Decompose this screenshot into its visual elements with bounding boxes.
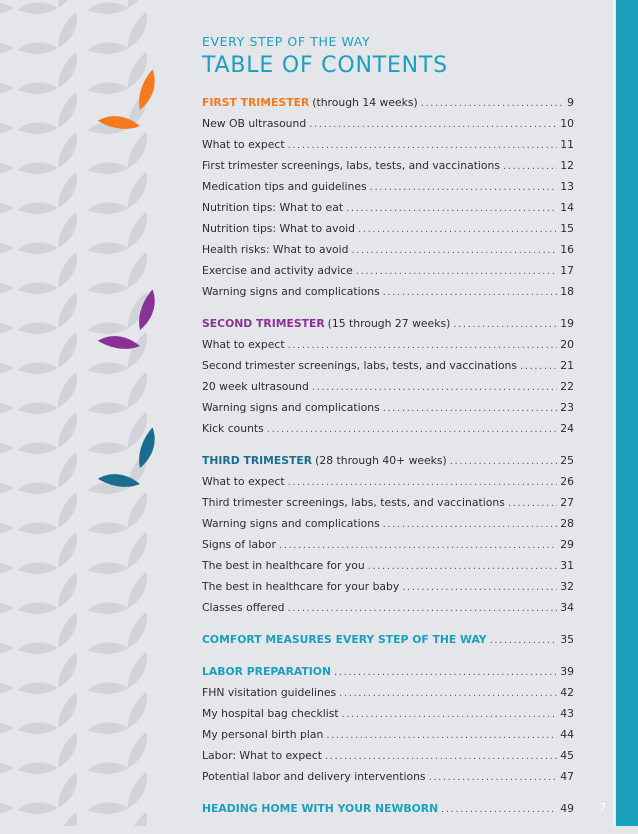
toc-entry-page-number: 20 [560, 338, 574, 351]
gray-leaf-icon [47, 12, 87, 48]
gray-leaf-icon [88, 671, 128, 707]
page-kicker: EVERY STEP OF THE WAY [202, 34, 371, 49]
section-page-number: 49 [560, 802, 574, 815]
leaf-vine-decoration [0, 0, 185, 826]
toc-entry[interactable] [202, 749, 574, 770]
toc-entry-page-number: 21 [560, 359, 574, 372]
gray-leaf-icon [0, 231, 14, 267]
gray-leaf-icon [88, 551, 128, 587]
gray-leaf-icon [117, 612, 157, 648]
section-page-number: 39 [560, 665, 574, 678]
gray-leaf-icon [0, 391, 14, 427]
toc-entry-page-number: 12 [560, 159, 574, 172]
gray-leaf-icon [18, 751, 58, 787]
toc-entry-page-number: 14 [560, 201, 574, 214]
gray-leaf-icon [47, 92, 87, 128]
dot-leader [288, 140, 558, 151]
gray-leaf-icon [117, 652, 157, 688]
toc-entry-label: Exercise and activity advice [202, 264, 353, 277]
section-page-number: 19 [560, 317, 574, 330]
gray-leaf-icon [47, 732, 87, 768]
dot-leader [370, 182, 558, 193]
toc-entry[interactable] [202, 770, 574, 791]
toc-entry-label: My personal birth plan [202, 728, 324, 741]
section-page-number: 25 [560, 454, 574, 467]
toc-entry-label: Second trimester screenings, labs, tests, and vaccinations [202, 359, 518, 372]
toc-section [202, 454, 574, 622]
toc-entry-label: Warning signs and complications [202, 285, 380, 298]
dot-leader [453, 319, 557, 330]
toc-entry[interactable] [202, 686, 574, 707]
gray-leaf-icon [47, 52, 87, 88]
gray-leaf-icon [117, 372, 157, 408]
section-page-number: 9 [567, 96, 574, 109]
toc-entry-label: Third trimester screenings, labs, tests, and vaccinations [202, 496, 505, 509]
gray-leaf-icon [47, 612, 87, 648]
gray-leaf-icon [18, 311, 58, 347]
toc-section-heading[interactable] [202, 96, 574, 117]
gray-leaf-icon [0, 511, 14, 547]
gray-leaf-icon [0, 631, 14, 667]
section-week-range: (15 through 27 weeks) [327, 317, 451, 330]
page-number: 7 [599, 801, 606, 814]
dot-leader [421, 98, 564, 109]
toc-entry-label: Medication tips and guidelines [202, 180, 367, 193]
dot-leader [520, 361, 557, 372]
toc-entry-label: 20 week ultrasound [202, 380, 309, 393]
toc-entry-page-number: 47 [560, 770, 574, 783]
gray-leaf-icon [0, 71, 14, 107]
dot-leader [503, 161, 557, 172]
toc-entry[interactable] [202, 380, 574, 401]
gray-leaf-icon [47, 172, 87, 208]
toc-entry-label: Potential labor and delivery interventions [202, 770, 426, 783]
gray-leaf-icon [18, 71, 58, 107]
toc-entry[interactable] [202, 517, 574, 538]
toc-section [202, 665, 574, 791]
gray-leaf-icon [117, 732, 157, 768]
toc-entry-page-number: 24 [560, 422, 574, 435]
toc-entry-label: Classes offered [202, 601, 285, 614]
edge-divider [613, 0, 615, 826]
toc-entry-page-number: 10 [560, 117, 574, 130]
toc-entry-label: FHN visitation guidelines [202, 686, 337, 699]
toc-entry-label: Nutrition tips: What to eat [202, 201, 344, 214]
gray-leaf-icon [88, 591, 128, 627]
gray-leaf-icon [88, 791, 128, 826]
toc-entry[interactable] [202, 117, 574, 138]
gray-leaf-icon [47, 772, 87, 808]
dot-leader [288, 477, 558, 488]
toc-entry-page-number: 32 [560, 580, 574, 593]
toc-section [202, 633, 574, 654]
section-heading-label [202, 454, 447, 467]
section-heading-label [202, 665, 331, 678]
gray-leaf-icon [88, 191, 128, 227]
toc-entry-label: The best in healthcare for your baby [202, 580, 400, 593]
gray-leaf-icon [47, 412, 87, 448]
toc-entry[interactable] [202, 201, 574, 222]
toc-entry-label: Nutrition tips: What to avoid [202, 222, 356, 235]
toc-entry-page-number: 31 [560, 559, 574, 572]
table-of-contents [202, 96, 574, 823]
gray-leaf-icon [117, 772, 157, 808]
gray-leaf-icon [117, 172, 157, 208]
gray-leaf-icon [0, 711, 14, 747]
toc-entry[interactable] [202, 264, 574, 285]
gray-leaf-icon [18, 711, 58, 747]
dot-leader [325, 751, 557, 762]
toc-entry[interactable] [202, 138, 574, 159]
gray-leaf-icon [0, 791, 14, 826]
toc-section-heading[interactable] [202, 802, 574, 823]
gray-leaf-icon [117, 532, 157, 568]
toc-entry-label: First trimester screenings, labs, tests, and vaccinations [202, 159, 501, 172]
dot-leader [383, 403, 558, 414]
gray-leaf-icon [47, 132, 87, 168]
gray-leaf-icon [18, 151, 58, 187]
section-heading-text: THIRD TRIMESTER [202, 454, 313, 467]
section-heading-label [202, 317, 450, 330]
section-page-number: 35 [560, 633, 574, 646]
toc-entry-page-number: 11 [560, 138, 574, 151]
toc-entry-page-number: 13 [560, 180, 574, 193]
gray-leaf-icon [0, 0, 14, 27]
toc-entry-label: Health risks: What to avoid [202, 243, 349, 256]
gray-leaf-icon [18, 511, 58, 547]
gray-leaf-icon [117, 212, 157, 248]
section-heading-text: LABOR PREPARATION [202, 665, 332, 678]
gray-leaf-icon [47, 572, 87, 608]
gray-leaf-icon [47, 292, 87, 328]
toc-entry-page-number: 22 [560, 380, 574, 393]
dot-leader [309, 119, 557, 130]
gray-leaf-icon [0, 111, 14, 147]
gray-leaf-icon [47, 692, 87, 728]
gray-leaf-icon [0, 151, 14, 187]
gray-leaf-icon [0, 551, 14, 587]
gray-leaf-icon [0, 31, 14, 67]
toc-entry[interactable] [202, 707, 574, 728]
gray-leaf-icon [88, 511, 128, 547]
dot-leader [450, 456, 557, 467]
gray-leaf-icon [0, 311, 14, 347]
gray-leaf-icon [88, 351, 128, 387]
toc-entry[interactable] [202, 580, 574, 601]
toc-entry-label: What to expect [202, 475, 285, 488]
dot-leader [356, 266, 557, 277]
toc-entry-page-number: 34 [560, 601, 574, 614]
toc-entry[interactable] [202, 559, 574, 580]
gray-leaf-icon [18, 231, 58, 267]
gray-leaf-icon [0, 471, 14, 507]
gray-leaf-icon [18, 391, 58, 427]
toc-entry-page-number: 27 [560, 496, 574, 509]
gray-leaf-icon [88, 271, 128, 307]
toc-entry[interactable] [202, 728, 574, 749]
gray-leaf-icon [18, 631, 58, 667]
gray-leaf-icon [0, 271, 14, 307]
toc-entry[interactable] [202, 422, 574, 443]
dot-leader [358, 224, 557, 235]
side-color-bar [616, 0, 638, 826]
section-heading-text: COMFORT MEASURES EVERY STEP OF THE WAY [202, 633, 487, 646]
dot-leader [346, 203, 557, 214]
toc-entry[interactable] [202, 222, 574, 243]
gray-leaf-icon [0, 671, 14, 707]
gray-leaf-icon [88, 631, 128, 667]
dot-leader [383, 287, 558, 298]
gray-leaf-icon [88, 0, 128, 27]
toc-entry-label: Labor: What to expect [202, 749, 322, 762]
toc-section [202, 96, 574, 306]
toc-entry[interactable] [202, 180, 574, 201]
toc-entry[interactable] [202, 243, 574, 264]
toc-entry-page-number: 15 [560, 222, 574, 235]
gray-leaf-icon [88, 711, 128, 747]
toc-section [202, 802, 574, 823]
gray-leaf-icon [18, 471, 58, 507]
toc-entry-label: Warning signs and complications [202, 517, 380, 530]
toc-entry-page-number: 29 [560, 538, 574, 551]
section-heading-text: FIRST TRIMESTER [202, 96, 310, 109]
toc-entry-page-number: 23 [560, 401, 574, 414]
dot-leader [288, 340, 558, 351]
toc-entry-page-number: 17 [560, 264, 574, 277]
toc-section-heading[interactable] [202, 633, 574, 654]
dot-leader [490, 635, 558, 646]
gray-leaf-icon [47, 372, 87, 408]
gray-leaf-icon [117, 252, 157, 288]
toc-content [202, 34, 574, 834]
gray-leaf-icon [18, 0, 58, 27]
gray-leaf-icon [0, 591, 14, 627]
gray-leaf-icon [117, 692, 157, 728]
dot-leader [508, 498, 557, 509]
section-heading-label [202, 96, 418, 109]
dot-leader [441, 804, 557, 815]
dot-leader [351, 245, 557, 256]
gray-leaf-icon [18, 351, 58, 387]
toc-section-heading[interactable] [202, 317, 574, 338]
dot-leader [429, 772, 558, 783]
gray-leaf-icon [117, 12, 157, 48]
gray-leaf-icon [88, 231, 128, 267]
gray-leaf-icon [0, 751, 14, 787]
gray-leaf-icon [88, 31, 128, 67]
gray-leaf-icon [18, 111, 58, 147]
section-heading-text: HEADING HOME WITH YOUR NEWBORN [202, 802, 439, 815]
gray-leaf-icon [0, 191, 14, 227]
dot-leader [267, 424, 557, 435]
gray-leaf-icon [88, 431, 128, 467]
section-week-range: (28 through 40+ weeks) [315, 454, 447, 467]
gray-leaf-icon [0, 351, 14, 387]
toc-entry[interactable] [202, 401, 574, 422]
dot-leader [334, 667, 557, 678]
gray-leaf-icon [18, 591, 58, 627]
gray-leaf-icon [0, 431, 14, 467]
gray-leaf-icon [47, 332, 87, 368]
gray-leaf-icon [47, 252, 87, 288]
dot-leader [326, 730, 557, 741]
page-title: TABLE OF CONTENTS [202, 53, 448, 78]
gray-leaf-icon [18, 551, 58, 587]
gray-leaf-icon [18, 191, 58, 227]
toc-entry-page-number: 43 [560, 707, 574, 720]
dot-leader [312, 382, 557, 393]
gray-leaf-icon [18, 431, 58, 467]
section-heading-label [202, 802, 438, 815]
toc-section-heading[interactable] [202, 665, 574, 686]
toc-entry-page-number: 16 [560, 243, 574, 256]
toc-entry-page-number: 26 [560, 475, 574, 488]
gray-leaf-icon [88, 111, 128, 147]
toc-entry-page-number: 44 [560, 728, 574, 741]
gray-leaf-icon [18, 271, 58, 307]
toc-section [202, 317, 574, 443]
gray-leaf-icon [47, 452, 87, 488]
gray-leaf-icon [117, 132, 157, 168]
toc-entry-label: Kick counts [202, 422, 264, 435]
toc-entry-label: New OB ultrasound [202, 117, 307, 130]
toc-entry[interactable] [202, 338, 574, 359]
toc-entry[interactable] [202, 359, 574, 380]
gray-leaf-icon [47, 532, 87, 568]
gray-leaf-icon [117, 572, 157, 608]
section-week-range: (through 14 weeks) [312, 96, 418, 109]
gray-leaf-icon [18, 671, 58, 707]
toc-entry[interactable] [202, 285, 574, 306]
gray-leaf-icon [47, 212, 87, 248]
dot-leader [279, 540, 557, 551]
toc-entry-label: My hospital bag checklist [202, 707, 339, 720]
gray-leaf-icon [18, 791, 58, 826]
dot-leader [383, 519, 558, 530]
toc-entry-label: The best in healthcare for you [202, 559, 365, 572]
toc-entry-page-number: 42 [560, 686, 574, 699]
gray-leaf-icon [47, 652, 87, 688]
toc-entry-label: What to expect [202, 138, 285, 151]
toc-entry[interactable] [202, 538, 574, 559]
gray-leaf-icon [88, 391, 128, 427]
toc-entry-page-number: 18 [560, 285, 574, 298]
toc-entry[interactable] [202, 475, 574, 496]
dot-leader [342, 709, 558, 720]
dot-leader [339, 688, 557, 699]
section-heading-text: SECOND TRIMESTER [202, 317, 325, 330]
toc-entry-page-number: 28 [560, 517, 574, 530]
dot-leader [288, 603, 558, 614]
gray-leaf-icon [18, 31, 58, 67]
toc-entry[interactable] [202, 159, 574, 180]
toc-entry[interactable] [202, 496, 574, 517]
gray-leaf-icon [117, 812, 157, 826]
gray-leaf-icon [88, 751, 128, 787]
section-heading-label [202, 633, 487, 646]
toc-entry[interactable] [202, 601, 574, 622]
dot-leader [368, 561, 558, 572]
toc-entry-label: Warning signs and complications [202, 401, 380, 414]
dot-leader [402, 582, 557, 593]
gray-leaf-icon [88, 71, 128, 107]
gray-leaf-icon [47, 812, 87, 826]
toc-entry-label: Signs of labor [202, 538, 276, 551]
gray-leaf-icon [47, 492, 87, 528]
toc-section-heading[interactable] [202, 454, 574, 475]
gray-leaf-icon [117, 492, 157, 528]
toc-entry-label: What to expect [202, 338, 285, 351]
gray-leaf-icon [88, 151, 128, 187]
toc-entry-page-number: 45 [560, 749, 574, 762]
